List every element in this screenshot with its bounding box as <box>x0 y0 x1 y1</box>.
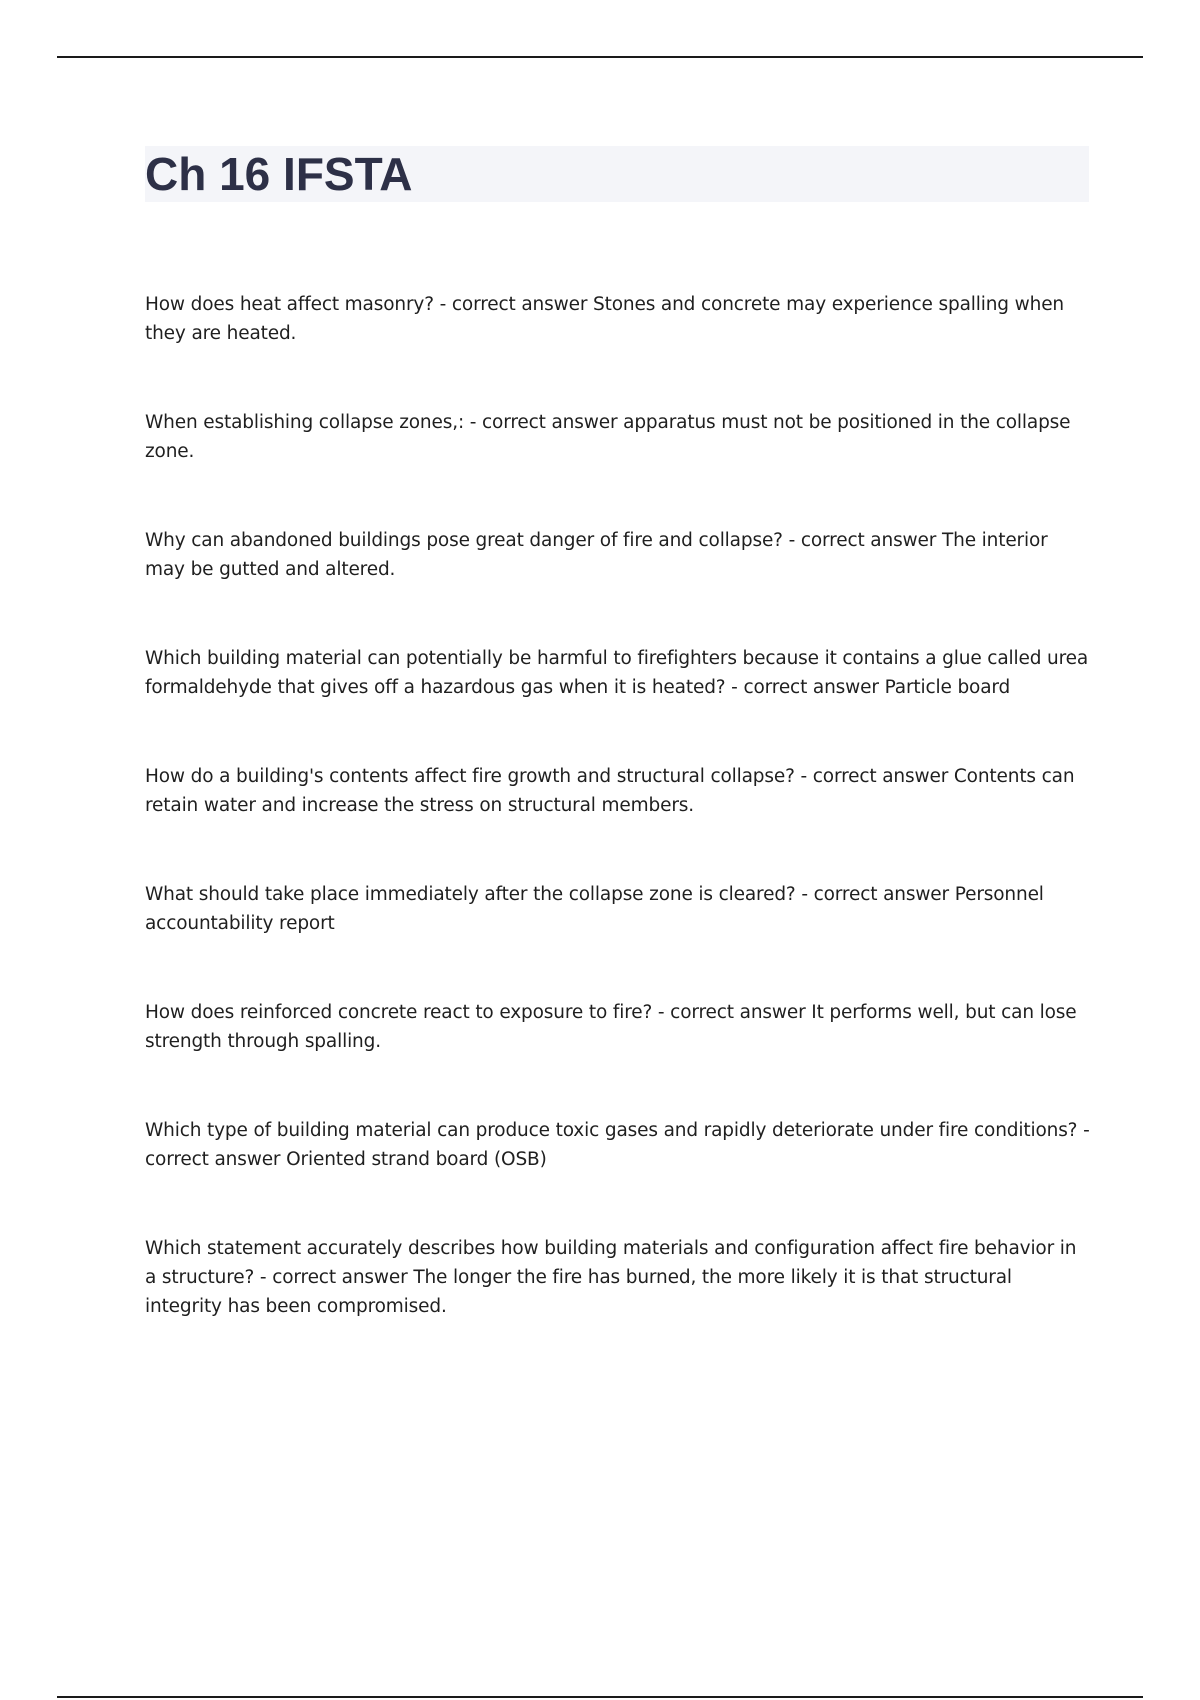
answer-marker: correct answer <box>482 412 618 433</box>
answer-text: Stones and concrete may experience spalling when they are heated. <box>145 294 1064 344</box>
separator <box>464 412 482 433</box>
answer-marker: correct answer <box>812 766 949 787</box>
top-rule <box>57 56 1143 58</box>
separator <box>254 1267 272 1288</box>
question-text: Which type of building material can produce toxic gases and rapidly deteriorate under fire conditions? <box>145 1120 1078 1141</box>
qa-item <box>145 762 1090 820</box>
question-text: How does reinforced concrete react to exposure to fire? <box>145 1002 653 1023</box>
qa-list <box>145 290 1090 1381</box>
qa-item <box>145 526 1090 584</box>
question-text: How does heat affect masonry? <box>145 294 434 315</box>
answer-marker: correct answer <box>800 530 937 551</box>
qa-item <box>145 880 1090 938</box>
answer-marker: correct answer <box>813 884 949 905</box>
answer-marker: correct answer <box>272 1267 408 1288</box>
qa-item <box>145 290 1090 348</box>
question-text: When establishing collapse zones,: <box>145 412 465 433</box>
qa-item <box>145 1116 1090 1174</box>
page-title: Ch 16 IFSTA <box>145 148 413 200</box>
answer-text: Particle board <box>884 677 1011 698</box>
bottom-rule <box>57 1696 1143 1698</box>
separator <box>783 530 801 551</box>
question-text: What should take place immediately after the collapse zone is cleared? <box>145 884 796 905</box>
question-text: Why can abandoned buildings pose great danger of fire and collapse? <box>145 530 783 551</box>
separator <box>725 677 743 698</box>
separator <box>1077 1120 1089 1141</box>
answer-text: apparatus must not be positioned in the collapse zone. <box>145 412 1071 462</box>
answer-text: Contents can retain water and increase the stress on structural members. <box>145 766 1075 816</box>
qa-item <box>145 1234 1090 1321</box>
answer-text: The longer the fire has burned, the more likely it is that structural integrity has been compromised. <box>145 1267 1012 1317</box>
answer-text: It performs well, but can lose strength through spalling. <box>145 1002 1077 1052</box>
answer-text: Oriented strand board (OSB) <box>286 1149 547 1170</box>
answer-marker: correct answer <box>743 677 879 698</box>
answer-text: Personnel accountability report <box>145 884 1044 934</box>
separator <box>652 1002 670 1023</box>
separator <box>795 766 813 787</box>
separator <box>434 294 452 315</box>
answer-marker: correct answer <box>670 1002 806 1023</box>
question-text: Which statement accurately describes how building materials and configuration affect fire behavior in a structure? <box>145 1238 1077 1288</box>
answer-marker: correct answer <box>451 294 588 315</box>
answer-text: The interior may be gutted and altered. <box>145 530 1048 580</box>
question-text: Which building material can potentially be harmful to firefighters because it contains a glue called urea formaldehyde that gives off a hazardous gas when it is heated? <box>145 648 1089 698</box>
qa-item <box>145 998 1090 1056</box>
question-text: How do a building's contents affect fire growth and structural collapse? <box>145 766 795 787</box>
qa-item <box>145 644 1090 702</box>
answer-marker: correct answer <box>145 1149 281 1170</box>
separator <box>796 884 814 905</box>
qa-item <box>145 408 1090 466</box>
